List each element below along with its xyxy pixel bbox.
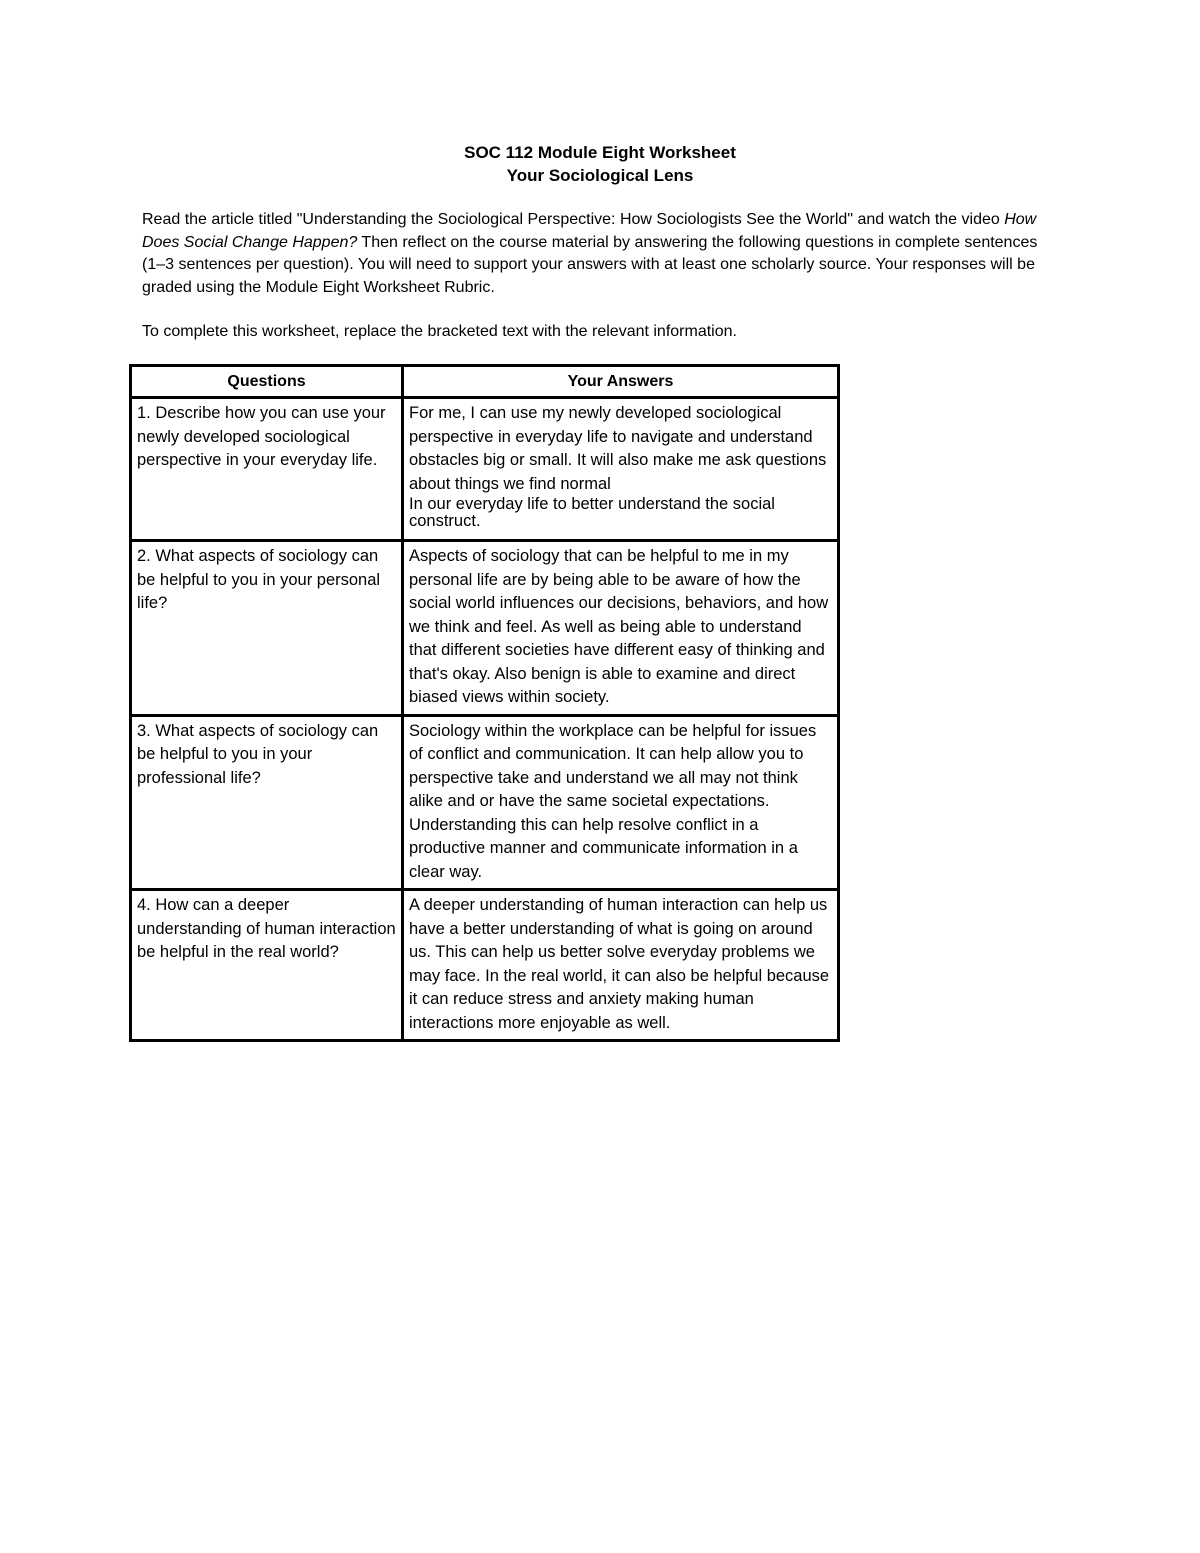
answer-cell[interactable] [403, 541, 839, 716]
table-row [131, 398, 839, 541]
table-header-row [131, 366, 839, 398]
answer-text: Aspects of sociology that can be helpful to me in my personal life are by being able to be aware of how the social world influences our decisions, behaviors, and how we think and feel. As well as being able to understand that different societies have different easy of thinking and that's okay. Also benign is able to examine and direct biased views within society. [409, 547, 829, 706]
answer-cell[interactable] [403, 715, 839, 890]
document-subtitle: Your Sociological Lens [506, 166, 694, 185]
table-row [131, 715, 839, 890]
answer-text: A deeper understanding of human interaction can help us have a better understanding of what is going on around us. This can help us better solve everyday problems we may face. In the real world, it can also be helpful because it can reduce stress and anxiety making human interactions more enjoyable as well. [409, 896, 830, 1032]
question-text: 3. What aspects of sociology can be helpful to you in your professional life? [137, 721, 379, 787]
question-text: 2. What aspects of sociology can be helpful to you in your personal life? [137, 547, 381, 612]
instructions [142, 209, 1042, 344]
worksheet-table [129, 364, 840, 1042]
intro-text-2: Then reflect on the course material by answering the following questions in complete sentences (1–3 sentences per question). You will need to support your answers with at least one scholarly source. Your responses will be graded using the Module Eight Worksheet Rubric. [142, 233, 1038, 296]
title-block [0, 141, 1200, 187]
question-cell [131, 541, 403, 716]
answer-text: Sociology within the workplace can be helpful for issues of conflict and communication. It can help allow you to perspective take and understand we all may not think alike and or have the same societal expectations. Understanding this can help resolve conflict in a productive manner and communicate information in a clear way. [409, 721, 817, 881]
question-cell [131, 398, 403, 541]
answer-text: For me, I can use my newly developed sociological perspective in everyday life to navigate and understand obstacles big or small. It will also make me ask questions about things we find normal [409, 404, 827, 493]
answer-text-extra: In our everyday life to better understand the social construct. [409, 495, 775, 530]
intro-paragraph [142, 209, 1042, 299]
question-cell [131, 890, 403, 1041]
answer-cell[interactable] [403, 890, 839, 1041]
answer-cell[interactable] [403, 398, 839, 541]
question-text: 4. How can a deeper understanding of human interaction be helpful in the real world? [137, 896, 396, 961]
document-title: SOC 112 Module Eight Worksheet [464, 143, 736, 162]
table-row [131, 890, 839, 1041]
header-answers: Your Answers [403, 366, 839, 398]
table-row [131, 541, 839, 716]
intro-text-1: Read the article titled "Understanding the Sociological Perspective: How Sociologists See the World" and watch the video [142, 211, 1005, 228]
header-questions: Questions [131, 366, 403, 398]
instruction-line: To complete this worksheet, replace the bracketed text with the relevant information. [142, 323, 737, 340]
question-text: 1. Describe how you can use your newly developed sociological perspective in your everyday life. [137, 404, 386, 469]
video-title: How Does Social Change Happen? [142, 211, 1037, 251]
question-cell [131, 715, 403, 890]
